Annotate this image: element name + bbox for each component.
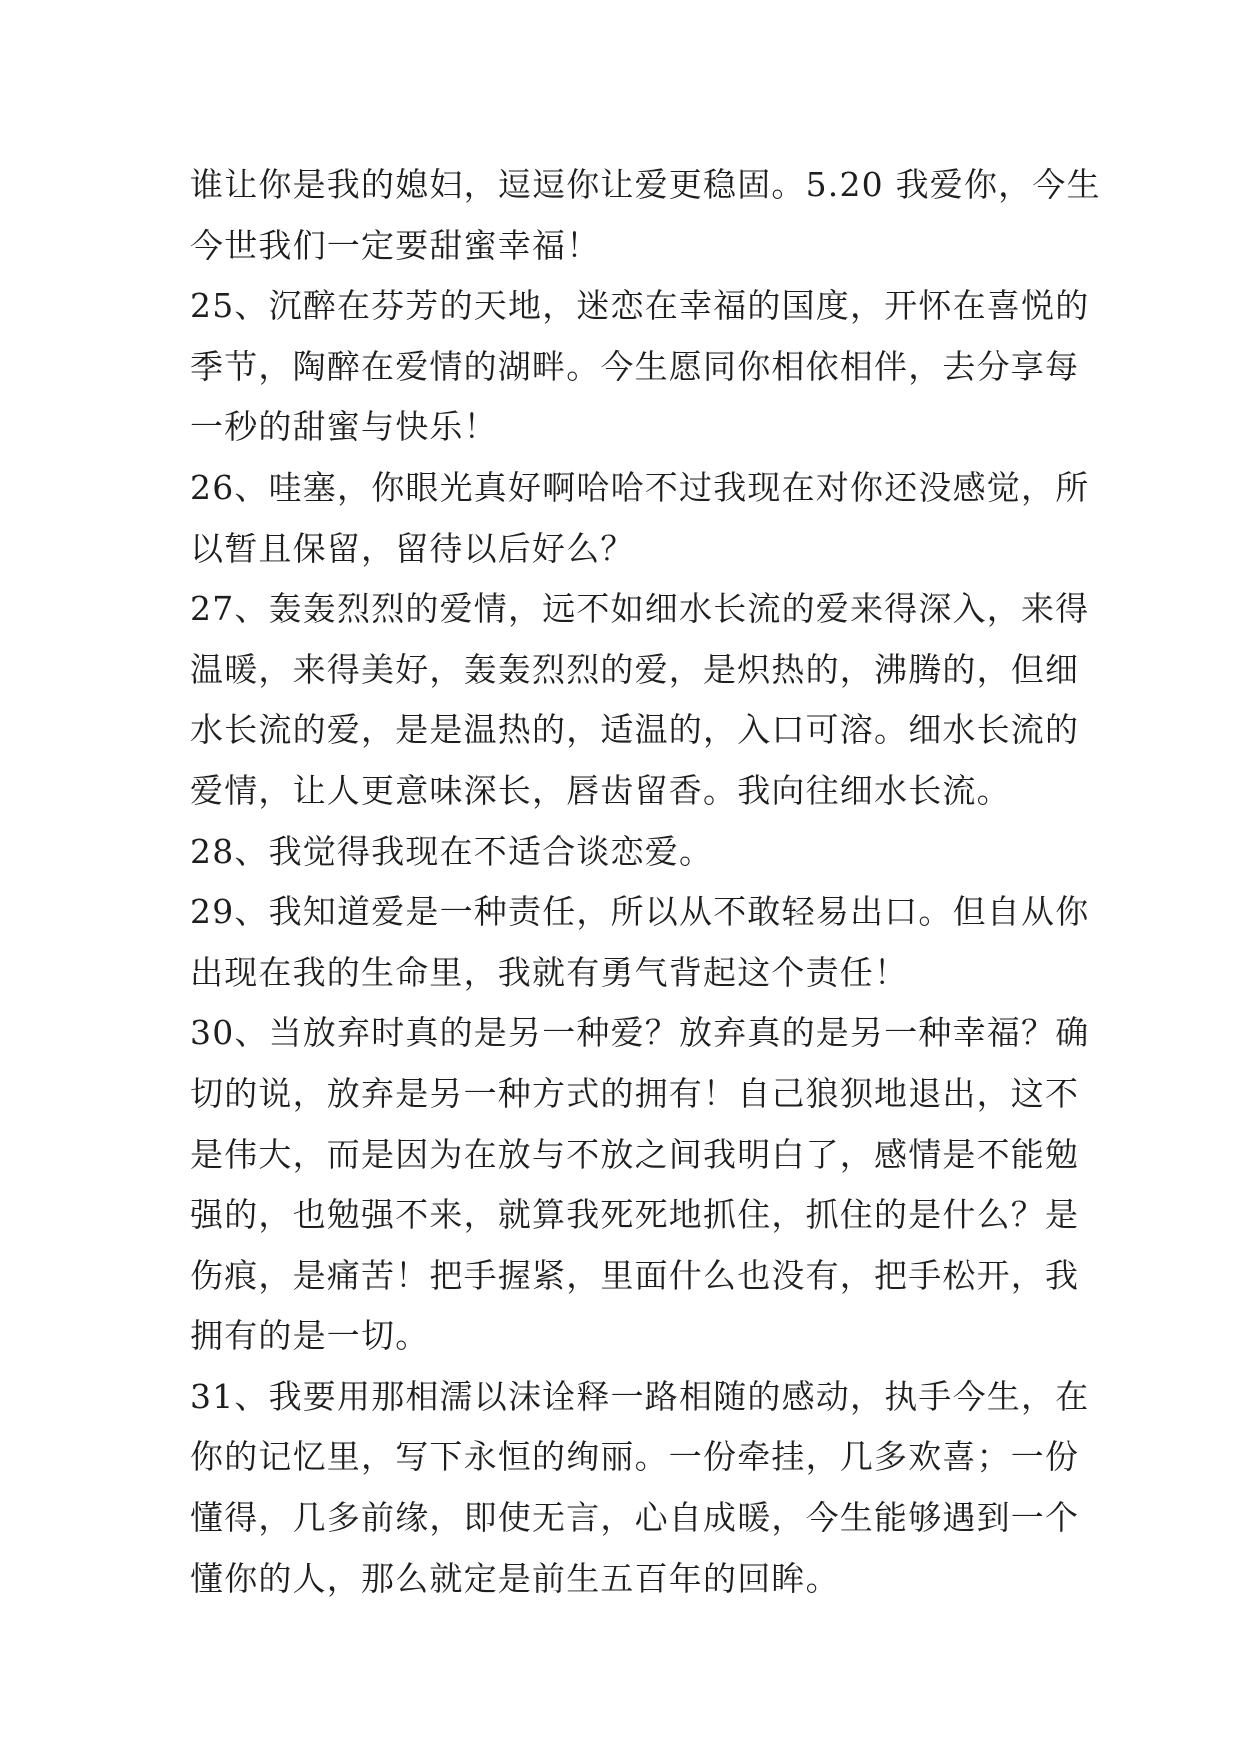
paragraph-25 (190, 276, 1090, 458)
text-line: 一秒的甜蜜与快乐！ (190, 407, 498, 447)
paragraph-27 (190, 579, 1090, 821)
text-line: 懂得，几多前缘，即使无言，心自成暖，今生能够遇到一个 (190, 1498, 1080, 1538)
text-line: 27、轰轰烈烈的爱情，远不如细水长流的爱来得深入，来得 (190, 589, 1090, 629)
text-line: 懂你的人，那么就定是前生五百年的回眸。 (190, 1558, 840, 1598)
text-line: 26、哇塞，你眼光真好啊哈哈不过我现在对你还没感觉，所 (190, 467, 1090, 507)
text-line: 以暂且保留，留待以后好么？ (190, 528, 635, 568)
text-line: 谁让你是我的媳妇，逗逗你让爱更稳固。5.20 我爱你，今生 (190, 165, 1101, 204)
text-line: 强的，也勉强不来，就算我死死地抓住，抓住的是什么？是 (190, 1195, 1080, 1235)
text-line: 今世我们一定要甜蜜幸福！ (190, 225, 601, 265)
document-body (190, 155, 1101, 1609)
paragraph-26 (190, 458, 1090, 579)
paragraph-29 (190, 882, 1090, 1003)
paragraph-31 (190, 1367, 1090, 1609)
text-line: 拥有的是一切。 (190, 1316, 430, 1356)
text-line: 30、当放弃时真的是另一种爱？放弃真的是另一种幸福？确 (190, 1013, 1090, 1053)
text-line: 你的记忆里，写下永恒的绚丽。一份牵挂，几多欢喜；一份 (190, 1437, 1080, 1477)
text-line: 28、我觉得我现在不适合谈恋爱。 (190, 831, 714, 871)
text-line: 水长流的爱，是是温热的，适温的，入口可溶。细水长流的 (190, 710, 1080, 750)
text-line: 切的说，放弃是另一种方式的拥有！自己狼狈地退出，这不 (190, 1073, 1080, 1113)
paragraph-continued (190, 155, 1101, 276)
text-line: 温暖，来得美好，轰轰烈烈的爱，是炽热的，沸腾的，但细 (190, 649, 1080, 689)
text-line: 爱情，让人更意味深长，唇齿留香。我向往细水长流。 (190, 770, 1011, 810)
text-line: 出现在我的生命里，我就有勇气背起这个责任！ (190, 952, 909, 992)
text-line: 伤痕，是痛苦！把手握紧，里面什么也没有，把手松开，我 (190, 1255, 1080, 1295)
text-line: 31、我要用那相濡以沫诠释一路相随的感动，执手今生，在 (190, 1376, 1090, 1416)
paragraph-30 (190, 1003, 1090, 1367)
text-line: 25、沉醉在芬芳的天地，迷恋在幸福的国度，开怀在喜悦的 (190, 286, 1090, 326)
text-line: 季节，陶醉在爱情的湖畔。今生愿同你相依相伴，去分享每 (190, 346, 1080, 386)
text-line: 29、我知道爱是一种责任，所以从不敢轻易出口。但自从你 (190, 892, 1090, 932)
paragraph-28 (190, 822, 1050, 883)
text-line: 是伟大，而是因为在放与不放之间我明白了，感情是不能勉 (190, 1134, 1080, 1174)
